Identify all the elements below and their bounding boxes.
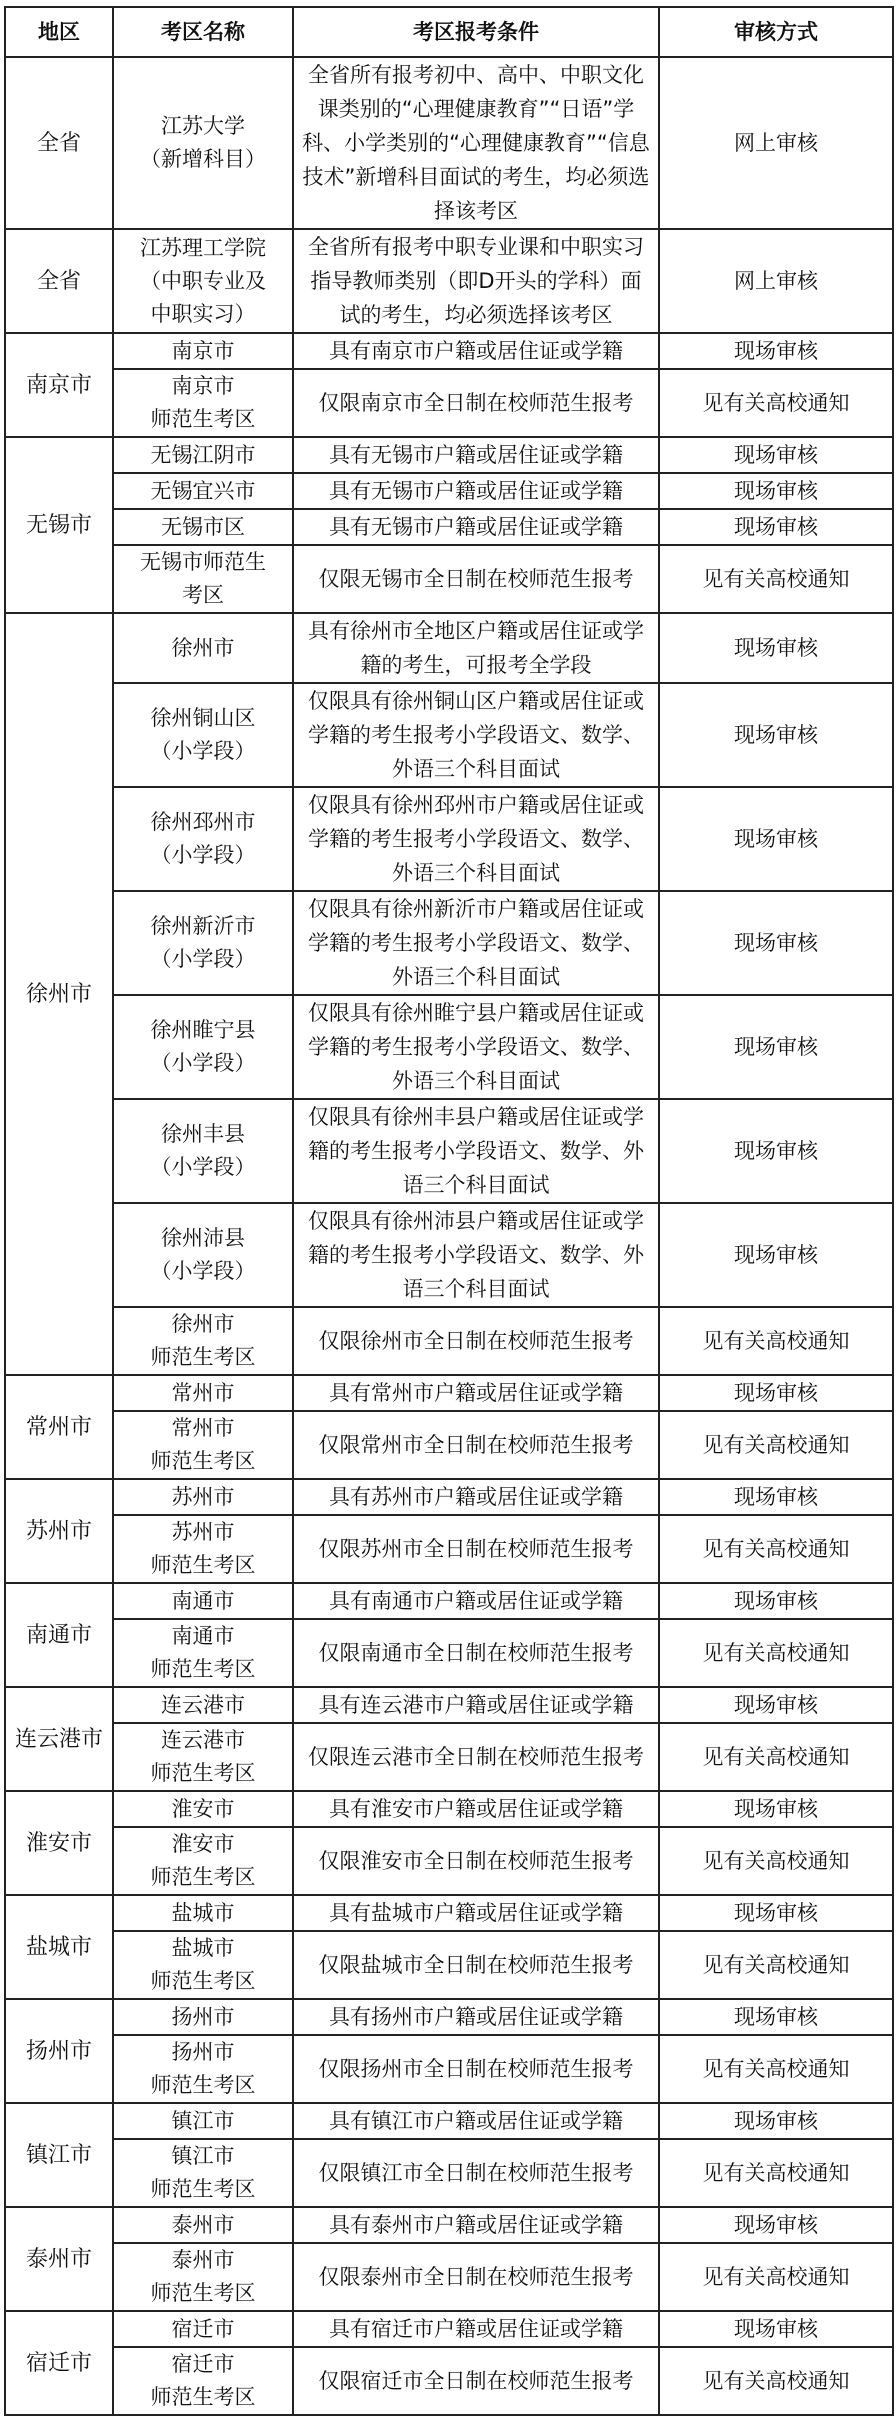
table-row xyxy=(5,1203,893,1307)
condition-cell: 具有无锡市户籍或居住证或学籍 xyxy=(293,473,659,509)
review-method-cell: 现场审核 xyxy=(659,2103,893,2139)
table-row xyxy=(5,2139,893,2207)
district-name-cell: 无锡宜兴市 xyxy=(113,473,293,509)
review-method-cell: 见有关高校通知 xyxy=(659,2035,893,2103)
condition-cell: 具有南京市户籍或居住证或学籍 xyxy=(293,333,659,369)
table-row xyxy=(5,1895,893,1931)
region-cell: 宿迁市 xyxy=(5,2311,113,2415)
table-row xyxy=(5,891,893,995)
table-row xyxy=(5,1791,893,1827)
review-method-cell: 现场审核 xyxy=(659,1895,893,1931)
table-row xyxy=(5,2103,893,2139)
review-method-cell: 现场审核 xyxy=(659,1375,893,1411)
district-name-cell: 无锡市师范生 考区 xyxy=(113,545,293,613)
table-body xyxy=(5,57,893,2415)
region-cell: 全省 xyxy=(5,57,113,229)
table-row xyxy=(5,613,893,683)
table-row xyxy=(5,1479,893,1515)
district-name-cell: 徐州沛县 （小学段） xyxy=(113,1203,293,1307)
district-name-cell: 无锡江阴市 xyxy=(113,437,293,473)
region-cell: 淮安市 xyxy=(5,1791,113,1895)
table-row xyxy=(5,1687,893,1723)
condition-cell: 具有镇江市户籍或居住证或学籍 xyxy=(293,2103,659,2139)
review-method-cell: 现场审核 xyxy=(659,613,893,683)
header-conditions: 考区报考条件 xyxy=(293,7,659,57)
review-method-cell: 见有关高校通知 xyxy=(659,2139,893,2207)
header-district-name: 考区名称 xyxy=(113,7,293,57)
review-method-cell: 见有关高校通知 xyxy=(659,1723,893,1791)
review-method-cell: 现场审核 xyxy=(659,1583,893,1619)
condition-cell: 仅限常州市全日制在校师范生报考 xyxy=(293,1411,659,1479)
condition-cell: 具有无锡市户籍或居住证或学籍 xyxy=(293,437,659,473)
district-name-cell: 南京市 xyxy=(113,333,293,369)
table-row xyxy=(5,2035,893,2103)
condition-cell: 仅限淮安市全日制在校师范生报考 xyxy=(293,1827,659,1895)
condition-cell: 具有淮安市户籍或居住证或学籍 xyxy=(293,1791,659,1827)
district-name-cell: 盐城市 xyxy=(113,1895,293,1931)
review-method-cell: 网上审核 xyxy=(659,57,893,229)
district-name-cell: 淮安市 xyxy=(113,1791,293,1827)
region-cell: 泰州市 xyxy=(5,2207,113,2311)
region-cell: 镇江市 xyxy=(5,2103,113,2207)
table-header-row xyxy=(5,7,893,57)
review-method-cell: 现场审核 xyxy=(659,787,893,891)
district-name-cell: 宿迁市 xyxy=(113,2311,293,2347)
review-method-cell: 见有关高校通知 xyxy=(659,2243,893,2311)
table-row xyxy=(5,1515,893,1583)
review-method-cell: 现场审核 xyxy=(659,995,893,1099)
region-cell: 南京市 xyxy=(5,333,113,437)
district-name-cell: 徐州睢宁县 （小学段） xyxy=(113,995,293,1099)
header-review-method: 审核方式 xyxy=(659,7,893,57)
table-row xyxy=(5,57,893,229)
district-name-cell: 连云港市 师范生考区 xyxy=(113,1723,293,1791)
condition-cell: 具有南通市户籍或居住证或学籍 xyxy=(293,1583,659,1619)
condition-cell: 具有苏州市户籍或居住证或学籍 xyxy=(293,1479,659,1515)
review-method-cell: 现场审核 xyxy=(659,2207,893,2243)
condition-cell: 仅限泰州市全日制在校师范生报考 xyxy=(293,2243,659,2311)
condition-cell: 仅限具有徐州铜山区户籍或居住证或学籍的考生报考小学段语文、数学、外语三个科目面试 xyxy=(293,683,659,787)
region-cell: 扬州市 xyxy=(5,1999,113,2103)
review-method-cell: 现场审核 xyxy=(659,509,893,545)
review-method-cell: 见有关高校通知 xyxy=(659,545,893,613)
review-method-cell: 现场审核 xyxy=(659,1203,893,1307)
review-method-cell: 现场审核 xyxy=(659,333,893,369)
district-name-cell: 徐州邳州市 （小学段） xyxy=(113,787,293,891)
review-method-cell: 见有关高校通知 xyxy=(659,1515,893,1583)
condition-cell: 全省所有报考初中、高中、中职文化课类别的“心理健康教育”“日语”学科、小学类别的“心理健康教育”“信息技术”新增科目面试的考生，均必须选择该考区 xyxy=(293,57,659,229)
district-name-cell: 扬州市 xyxy=(113,1999,293,2035)
review-method-cell: 见有关高校通知 xyxy=(659,1411,893,1479)
review-method-cell: 见有关高校通知 xyxy=(659,1619,893,1687)
table-row xyxy=(5,1931,893,1999)
table-row xyxy=(5,683,893,787)
district-name-cell: 南京市 师范生考区 xyxy=(113,369,293,437)
condition-cell: 仅限南京市全日制在校师范生报考 xyxy=(293,369,659,437)
region-cell: 连云港市 xyxy=(5,1687,113,1791)
region-cell: 常州市 xyxy=(5,1375,113,1479)
condition-cell: 具有常州市户籍或居住证或学籍 xyxy=(293,1375,659,1411)
district-name-cell: 南通市 xyxy=(113,1583,293,1619)
review-method-cell: 现场审核 xyxy=(659,1687,893,1723)
condition-cell: 仅限苏州市全日制在校师范生报考 xyxy=(293,1515,659,1583)
district-name-cell: 江苏理工学院 （中职专业及 中职实习） xyxy=(113,229,293,333)
region-cell: 盐城市 xyxy=(5,1895,113,1999)
district-name-cell: 宿迁市 师范生考区 xyxy=(113,2347,293,2415)
review-method-cell: 见有关高校通知 xyxy=(659,369,893,437)
table-row xyxy=(5,1723,893,1791)
district-name-cell: 苏州市 xyxy=(113,1479,293,1515)
review-method-cell: 见有关高校通知 xyxy=(659,1931,893,1999)
condition-cell: 仅限具有徐州睢宁县户籍或居住证或学籍的考生报考小学段语文、数学、外语三个科目面试 xyxy=(293,995,659,1099)
condition-cell: 具有盐城市户籍或居住证或学籍 xyxy=(293,1895,659,1931)
condition-cell: 仅限具有徐州邳州市户籍或居住证或学籍的考生报考小学段语文、数学、外语三个科目面试 xyxy=(293,787,659,891)
condition-cell: 全省所有报考中职专业课和中职实习指导教师类别（即D开头的学科）面试的考生，均必须选择该考区 xyxy=(293,229,659,333)
district-name-cell: 徐州市 师范生考区 xyxy=(113,1307,293,1375)
condition-cell: 具有扬州市户籍或居住证或学籍 xyxy=(293,1999,659,2035)
district-name-cell: 常州市 xyxy=(113,1375,293,1411)
review-method-cell: 现场审核 xyxy=(659,891,893,995)
district-name-cell: 南通市 师范生考区 xyxy=(113,1619,293,1687)
review-method-cell: 现场审核 xyxy=(659,473,893,509)
review-method-cell: 现场审核 xyxy=(659,2311,893,2347)
review-method-cell: 见有关高校通知 xyxy=(659,2347,893,2415)
table-row xyxy=(5,1619,893,1687)
condition-cell: 仅限镇江市全日制在校师范生报考 xyxy=(293,2139,659,2207)
district-name-cell: 镇江市 师范生考区 xyxy=(113,2139,293,2207)
condition-cell: 仅限具有徐州沛县户籍或居住证或学籍的考生报考小学段语文、数学、外语三个科目面试 xyxy=(293,1203,659,1307)
district-name-cell: 连云港市 xyxy=(113,1687,293,1723)
district-name-cell: 徐州市 xyxy=(113,613,293,683)
district-name-cell: 泰州市 师范生考区 xyxy=(113,2243,293,2311)
condition-cell: 仅限具有徐州新沂市户籍或居住证或学籍的考生报考小学段语文、数学、外语三个科目面试 xyxy=(293,891,659,995)
table-row xyxy=(5,995,893,1099)
table-row xyxy=(5,2243,893,2311)
table-row xyxy=(5,1375,893,1411)
review-method-cell: 现场审核 xyxy=(659,1791,893,1827)
district-name-cell: 泰州市 xyxy=(113,2207,293,2243)
condition-cell: 仅限盐城市全日制在校师范生报考 xyxy=(293,1931,659,1999)
review-method-cell: 现场审核 xyxy=(659,1999,893,2035)
review-method-cell: 网上审核 xyxy=(659,229,893,333)
header-region: 地区 xyxy=(5,7,113,57)
region-cell: 苏州市 xyxy=(5,1479,113,1583)
condition-cell: 具有泰州市户籍或居住证或学籍 xyxy=(293,2207,659,2243)
table-row xyxy=(5,509,893,545)
table-row xyxy=(5,1999,893,2035)
district-name-cell: 盐城市 师范生考区 xyxy=(113,1931,293,1999)
condition-cell: 仅限具有徐州丰县户籍或居住证或学籍的考生报考小学段语文、数学、外语三个科目面试 xyxy=(293,1099,659,1203)
district-name-cell: 江苏大学 （新增科目） xyxy=(113,57,293,229)
table-row xyxy=(5,1583,893,1619)
district-name-cell: 镇江市 xyxy=(113,2103,293,2139)
district-name-cell: 常州市 师范生考区 xyxy=(113,1411,293,1479)
table-row xyxy=(5,473,893,509)
condition-cell: 仅限扬州市全日制在校师范生报考 xyxy=(293,2035,659,2103)
review-method-cell: 见有关高校通知 xyxy=(659,1827,893,1895)
table-row xyxy=(5,545,893,613)
table-row xyxy=(5,1827,893,1895)
condition-cell: 具有徐州市全地区户籍或居住证或学籍的考生，可报考全学段 xyxy=(293,613,659,683)
table-row xyxy=(5,2207,893,2243)
region-cell: 南通市 xyxy=(5,1583,113,1687)
table-row xyxy=(5,437,893,473)
region-cell: 全省 xyxy=(5,229,113,333)
review-method-cell: 现场审核 xyxy=(659,1479,893,1515)
table-row xyxy=(5,1307,893,1375)
table-row xyxy=(5,1411,893,1479)
district-name-cell: 徐州丰县 （小学段） xyxy=(113,1099,293,1203)
condition-cell: 仅限徐州市全日制在校师范生报考 xyxy=(293,1307,659,1375)
district-name-cell: 苏州市 师范生考区 xyxy=(113,1515,293,1583)
table-row xyxy=(5,229,893,333)
condition-cell: 仅限连云港市全日制在校师范生报考 xyxy=(293,1723,659,1791)
region-cell: 无锡市 xyxy=(5,437,113,613)
condition-cell: 具有无锡市户籍或居住证或学籍 xyxy=(293,509,659,545)
condition-cell: 仅限无锡市全日制在校师范生报考 xyxy=(293,545,659,613)
table-row xyxy=(5,369,893,437)
district-name-cell: 徐州铜山区 （小学段） xyxy=(113,683,293,787)
region-cell: 徐州市 xyxy=(5,613,113,1375)
condition-cell: 具有宿迁市户籍或居住证或学籍 xyxy=(293,2311,659,2347)
review-method-cell: 见有关高校通知 xyxy=(659,1307,893,1375)
table-row xyxy=(5,1099,893,1203)
table-row xyxy=(5,2311,893,2347)
condition-cell: 仅限宿迁市全日制在校师范生报考 xyxy=(293,2347,659,2415)
exam-district-table xyxy=(4,6,894,2416)
district-name-cell: 淮安市 师范生考区 xyxy=(113,1827,293,1895)
table-row xyxy=(5,333,893,369)
district-name-cell: 徐州新沂市 （小学段） xyxy=(113,891,293,995)
condition-cell: 仅限南通市全日制在校师范生报考 xyxy=(293,1619,659,1687)
table-row xyxy=(5,787,893,891)
district-name-cell: 无锡市区 xyxy=(113,509,293,545)
review-method-cell: 现场审核 xyxy=(659,1099,893,1203)
table-row xyxy=(5,2347,893,2415)
district-name-cell: 扬州市 师范生考区 xyxy=(113,2035,293,2103)
review-method-cell: 现场审核 xyxy=(659,683,893,787)
review-method-cell: 现场审核 xyxy=(659,437,893,473)
condition-cell: 具有连云港市户籍或居住证或学籍 xyxy=(293,1687,659,1723)
